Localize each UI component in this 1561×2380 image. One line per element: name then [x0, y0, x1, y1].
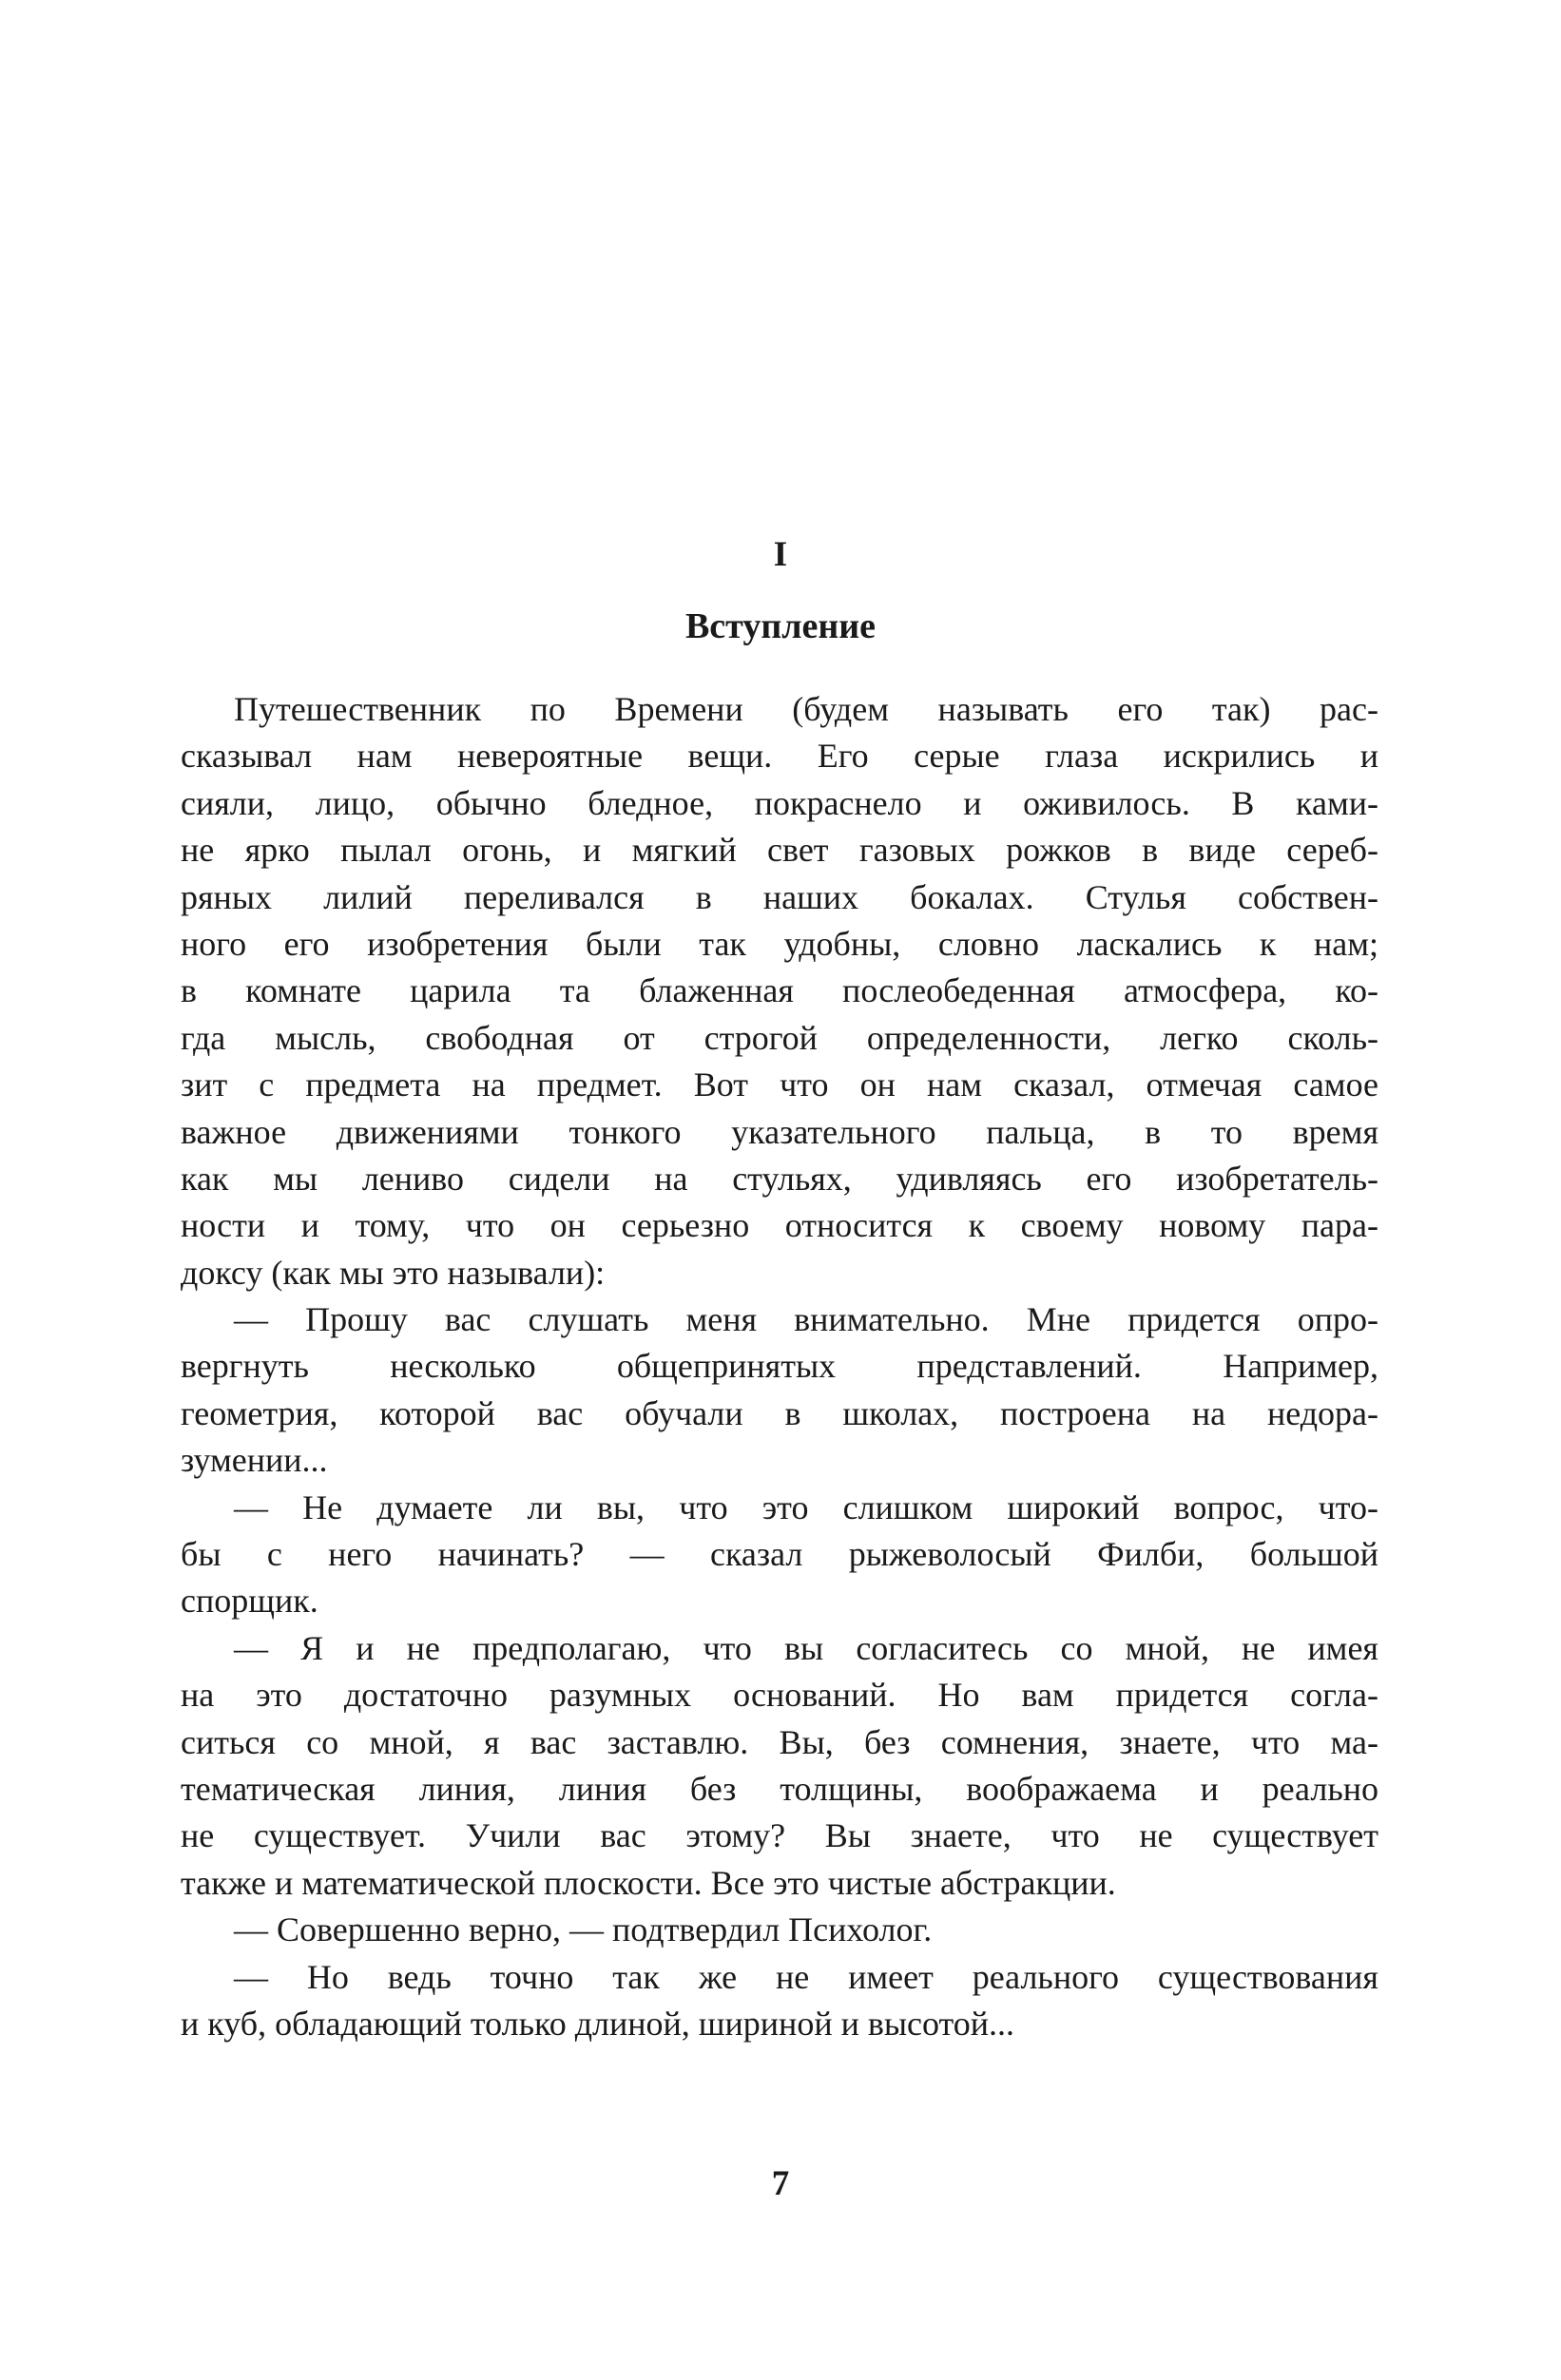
text-line: — Прошу вас слушать меня внимательно. Мне придется опро- — [234, 1300, 1378, 1339]
text-line: ситься со мной, я вас заставлю. Вы, без сомнения, знаете, что ма- — [181, 1722, 1378, 1761]
paragraph-dialogue — [181, 1485, 1378, 1625]
text-line: зумении... — [181, 1441, 328, 1480]
text-line: как мы лениво сидели на стульях, удивляясь его изобретатель- — [181, 1159, 1378, 1198]
paragraph-dialogue — [181, 1907, 1378, 1953]
text-line: ряных лилий переливался в наших бокалах. Стулья собствен- — [181, 877, 1378, 916]
text-line: доксу (как мы это называли): — [181, 1253, 606, 1292]
text-line: в комнате царила та блаженная послеобеденная атмосфера, ко- — [181, 971, 1378, 1010]
text-line: тематическая линия, линия без толщины, воображаема и реально — [181, 1769, 1378, 1808]
text-line: зит с предмета на предмет. Вот что он нам сказал, отмечая самое — [181, 1065, 1378, 1104]
paragraph-dialogue — [181, 1296, 1378, 1485]
text-line: вергнуть несколько общепринятых представлений. Например, — [181, 1347, 1378, 1386]
text-line: также и математической плоскости. Все это чистые абстракции. — [181, 1863, 1116, 1902]
page-number: 7 — [771, 2164, 790, 2203]
text-line: на это достаточно разумных оснований. Но вам придется согла- — [181, 1676, 1378, 1715]
text-line: — Я и не предполагаю, что вы согласитесь со мной, не имея — [234, 1628, 1378, 1667]
text-line: и куб, обладающий только длиной, шириной и высотой... — [181, 2004, 1015, 2043]
text-line: важное движениями тонкого указательного пальца, в то время — [181, 1112, 1378, 1151]
paragraph-intro — [181, 686, 1378, 1296]
text-line: сказывал нам невероятные вещи. Его серые глаза искрились и — [181, 737, 1378, 776]
text-line: бы с него начинать? — сказал рыжеволосый Филби, большой — [181, 1535, 1378, 1574]
chapter-number: I — [773, 535, 788, 574]
chapter-title: Вступление — [684, 606, 877, 646]
text-line: Путешественник по Времени (будем называть его так) рас- — [234, 690, 1378, 728]
paragraph-dialogue — [181, 1625, 1378, 1907]
text-line: не существует. Учили вас этому? Вы знаете, что не существует — [181, 1816, 1378, 1855]
text-line: спорщик. — [181, 1582, 318, 1621]
text-line: геометрия, которой вас обучали в школах, построена на недора- — [181, 1393, 1378, 1432]
text-line: гда мысль, свободная от строгой определенности, легко сколь- — [181, 1018, 1378, 1057]
text-line: — Не думаете ли вы, что это слишком широкий вопрос, что- — [234, 1488, 1378, 1526]
body-text — [181, 686, 1378, 2047]
text-line: ного его изобретения были так удобны, словно ласкались к нам; — [181, 924, 1378, 963]
text-line: сияли, лицо, обычно бледное, покраснело и оживилось. В ками- — [181, 783, 1378, 822]
text-line: — Совершенно верно, — подтвердил Психолог. — [234, 1910, 933, 1949]
text-line: не ярко пылал огонь, и мягкий свет газовых рожков в виде сереб- — [181, 831, 1378, 870]
text-line: ности и тому, что он серьезно относится к своему новому пара- — [181, 1206, 1378, 1245]
paragraph-dialogue — [181, 1954, 1378, 2048]
text-line: — Но ведь точно так же не имеет реального существования — [234, 1957, 1378, 1996]
